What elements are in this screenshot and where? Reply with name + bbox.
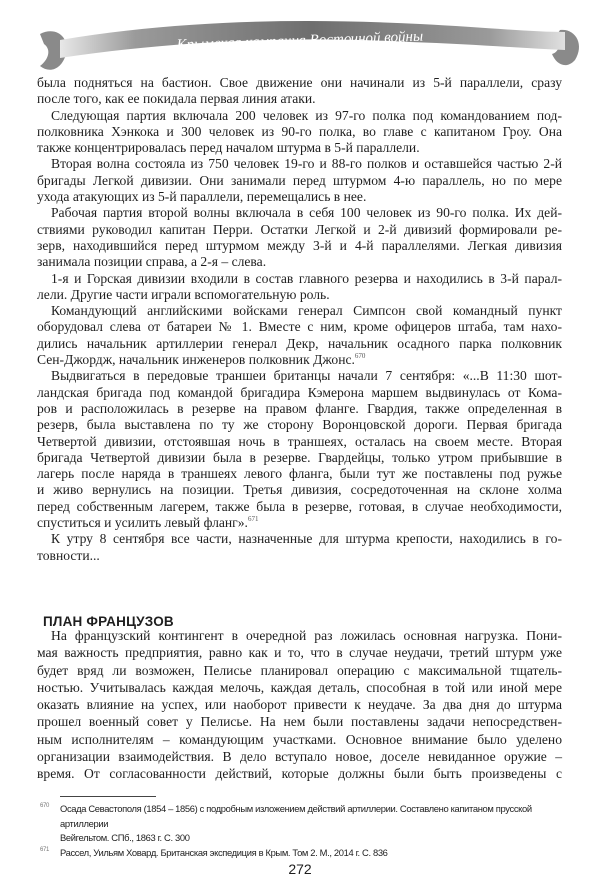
text-line-content: занимала позиции справа, а 2-я – слева. [37,254,267,270]
paragraph [37,303,562,368]
footnote-marker: 670 [40,803,49,809]
text-line [37,368,562,384]
text-line-content: была подняться на бастион. Свое движение они начинали из 5-й параллели, сразу [37,75,562,90]
text-line-content: ухода атакующих из 5-й параллели, перемещались в нее. [37,189,367,205]
text-line-content: лели. Другие части играли вспомогательную роль. [37,286,330,302]
text-line-content: оборудовал слева от батареи № 1. Вместе с ним, кроме офицеров штаба, там нахо- [37,319,562,335]
text-line [37,189,562,205]
text-line-content: бригада Четвертой дивизии была в резерве. Гвардейцы, только утром прибывшие в [37,449,562,465]
text-line-content: К утру 8 сентября все части, назначенные для штурма крепости, находились в го- [51,531,562,547]
text-line-content: Следующая партия включала 200 человек из 97-го полка под командованием под- [51,107,562,123]
text-line-content: Четвертой дивизии, отстоявшая ночь в траншеях, осталась на своем месте. Вторая [37,433,562,449]
text-line [37,450,562,466]
text-line-content: организации взаимодействия. В дело вступало новое, доселе невиданное оружие – [37,749,562,765]
paragraph [37,368,562,531]
footnote-text: Осада Севастополя (1854 – 1856) с подробным изложением действий артиллерии. Составлено капитаном прусской артиллерии [60,803,532,829]
text-line [37,271,562,287]
text-line [37,748,562,765]
text-line [37,140,562,156]
section-heading: ПЛАН ФРАНЦУЗОВ [43,614,174,629]
text-line [37,205,562,221]
text-line [37,75,562,91]
text-line [37,627,562,644]
text-line-content: время. От согласованности действий, которые должны были быть произведены с [37,766,562,782]
paragraph [37,205,562,270]
footnote [40,846,565,861]
text-line [37,713,562,730]
text-line-content: Рабочая партия второй волны включала в себя 100 человек из 90-го полка. Их дей- [51,205,562,221]
text-line [37,466,562,482]
text-line [37,287,562,303]
text-line [37,303,562,319]
text-line-content: и живо вернулись на позиции. Третья дивизия, сосредоточенная на склоне холма [37,482,562,498]
footnote-text-continued: Вейгельтом. СПб., 1863 г. С. 300 [60,832,190,844]
text-line [37,696,562,713]
text-line [37,401,562,417]
text-line [37,385,562,401]
text-line-content: полковника Хэнкока и 300 человек из 90-го полка, во главе с капитаном Гроу. Она [37,123,562,139]
text-line-content: ствиями руководил капитан Перри. Остатки Легкой и 2-й дивизий формировали ре- [37,221,562,237]
text-line [37,482,562,498]
paragraph [37,108,562,157]
footnote-marker: 671 [40,846,49,853]
text-line [37,434,562,450]
text-line [37,238,562,254]
text-line [37,156,562,172]
paragraph [37,271,562,304]
text-line [37,124,562,140]
footnote [40,802,565,846]
text-line [37,679,562,696]
text-line-content: ностью. Учитывалась каждая мелочь, каждая деталь, способная в той или иной мере [37,679,562,695]
paragraph [37,627,562,783]
text-line-content: резерв, была выставлена по ту же сторону Воронцовской дороги. Первая бригада [37,417,562,433]
footnote-divider [60,796,156,797]
text-line [37,515,562,531]
text-line-content: оказать влияние на успех, или наоборот привести к неудаче. За два дня до штурма [37,697,562,713]
text-line [37,548,562,564]
text-line-content: прошел военный совет у Пелисье. На нем были поставлены задачи непосредствен- [37,714,562,730]
text-line [37,531,562,547]
text-line-content: 1-я и Горская дивизии входили в состав главного резерва и находились в 3-й парал- [51,270,562,286]
body-section-1 [37,75,562,564]
footnotes [40,802,565,860]
paragraph [37,75,562,108]
text-line-content: На французский контингент в очередной раз ложилась основная нагрузка. Пони- [51,628,562,643]
footnote-text: Рассел, Уильям Ховард. Британская экспедиция в Крым. Том 2. М., 2014 г. С. 836 [60,846,388,858]
text-line-content: дились начальник артиллерии генерал Декр, начальник осадного парка полковник [37,335,562,351]
text-line [37,91,562,107]
text-line [37,319,562,335]
text-line-content: спуститься и усилить левый фланг». [37,515,248,531]
footnote-reference[interactable]: 670 [354,352,366,361]
text-line [37,352,562,368]
text-line-content: Сен-Джордж, начальник инженеров полковник Джонс. [37,352,355,368]
text-line-content: ным исполнителям – командующим участками. Основное внимание было уделено [37,731,562,747]
text-line [37,644,562,661]
page-number: 272 [288,861,312,877]
body-section-2 [37,627,562,783]
text-line-content: лагерь после наряда в траншеях левого фланга, были тут же поставлены под ружье [37,466,562,482]
text-line-content: после того, как ее покидала первая линия атаки. [37,91,316,107]
text-line [37,108,562,124]
text-line [37,173,562,189]
footnote-reference[interactable]: 671 [247,515,259,524]
text-line [37,662,562,679]
text-line-content: Командующий английскими войсками генерал Симпсон свой командный пункт [51,303,562,319]
text-line-content: Вторая волна состояла из 750 человек 19-го и 88-го полков и оставшейся частью 2-й [51,156,562,172]
text-line-content: товности... [37,547,100,563]
text-line-content: ров и расположилась в резерве на правом фланге. Гвардия, также определенная в [37,400,562,416]
text-line-content: мая важность предприятия, равно как и то, что в случае неудачи, третий штурм уже [37,645,562,661]
text-line [37,731,562,748]
text-line [37,417,562,433]
paragraph [37,531,562,564]
text-line-content: перед собственным лагерем, также была в резерве, готовая, в случае необходимости, [37,498,562,514]
text-line [37,765,562,782]
text-line [37,222,562,238]
text-line-content: Выдвигаться в передовые траншеи британцы начали 7 сентября: «...В 11:30 шот- [51,368,562,384]
text-line-content: ландская бригада под командой бригадира Кэмерона маршем выдвинулась от Кома- [37,384,562,400]
text-line-content: зерв, находившийся перед штурмом между 3-й и 4-й параллелями. Легкая дивизия [37,237,562,253]
text-line-content: будет вряд ли возможен, Пелисье планировал операцию с максимальной тщатель- [37,662,562,678]
text-line [37,336,562,352]
running-title: Крымская кампания Восточной войны [176,28,424,54]
paragraph [37,156,562,205]
text-line [37,499,562,515]
text-line [37,254,562,270]
text-line-content: бригады Легкой дивизии. Они занимали перед штурмом 4-ю параллель, но по мере [37,172,562,188]
running-header-banner [0,14,600,74]
text-line-content: также концентрировалась перед началом штурма в 5-й параллели. [37,140,420,156]
